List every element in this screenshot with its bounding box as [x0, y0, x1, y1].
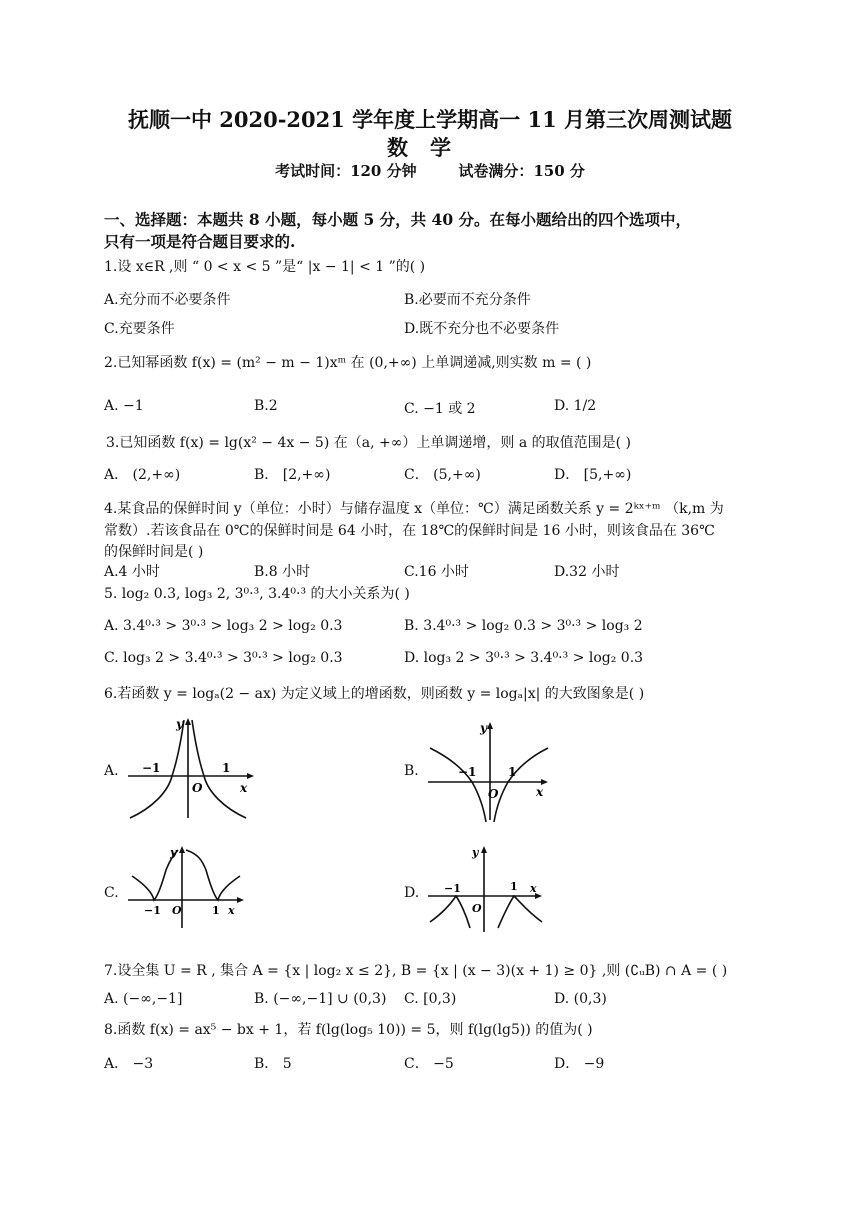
- q7-option-b: B. (−∞,−1] ∪ (0,3): [254, 991, 387, 1007]
- q4-option-b: B.8 小时: [254, 564, 311, 580]
- q7-option-a: A. (−∞,−1]: [104, 991, 183, 1007]
- graph-d-x-label: x: [530, 882, 537, 895]
- graph-a-origin-label: O: [192, 781, 203, 795]
- q5-option-a: A. 3.4⁰·³ > 3⁰·³ > log₃ 2 > log₂ 0.3: [104, 618, 343, 634]
- q2-option-b: B.2: [254, 398, 278, 414]
- q3-option-d: D． [5,+∞): [554, 467, 632, 483]
- q5-option-d: D. log₃ 2 > 3⁰·³ > 3.4⁰·³ > log₂ 0.3: [404, 650, 644, 666]
- graph-c-x-label: x: [228, 904, 235, 917]
- q6-stem: 6.若函数 y = logₐ(2 − ax) 为定义域上的增函数，则函数 y = logₐ|x| 的大致图象是( ): [104, 686, 645, 702]
- q2-option-c: C. −1 或 2: [404, 401, 476, 417]
- q6-option-b-label: B.: [404, 763, 419, 779]
- q5-option-c: C. log₃ 2 > 3.4⁰·³ > 3⁰·³ > log₂ 0.3: [104, 650, 343, 666]
- graph-a-y-label: y: [176, 717, 183, 731]
- q2-option-a: A. −1: [104, 398, 144, 414]
- q1-option-d: D.既不充分也不必要条件: [404, 321, 560, 337]
- graph-b-y-label: y: [480, 721, 487, 735]
- q5-stem: 5. log₂ 0.3, log₃ 2, 3⁰·³, 3.4⁰·³ 的大小关系为( ): [104, 586, 410, 602]
- q7-option-c: C. [0,3): [404, 991, 457, 1007]
- q1-stem: 1.设 x∈R ,则 “ 0 < x < 5 ”是“ |x − 1| < 1 ”的( ): [104, 259, 426, 275]
- graph-c-neg1-label: −1: [144, 904, 161, 917]
- subject-title: 数学: [387, 135, 473, 160]
- q8-option-a: A． −3: [104, 1056, 154, 1072]
- q3-stem: 3.已知函数 f(x) = lg(x² − 4x − 5) 在（a, +∞）上单调递增，则 a 的取值范围是( ): [106, 435, 631, 451]
- q3-option-c: C． (5,+∞): [404, 467, 481, 483]
- graph-d-neg1-label: −1: [444, 882, 461, 895]
- q8-option-d: D． −9: [554, 1056, 605, 1072]
- q6-option-d-label: D.: [404, 885, 420, 901]
- q8-stem: 8.函数 f(x) = ax⁵ − bx + 1，若 f(lg(log₅ 10)) = 5，则 f(lg(lg5)) 的值为( ): [104, 1022, 593, 1038]
- graph-d-pos1-label: 1: [510, 880, 518, 893]
- graph-b-pos1-label: 1: [508, 765, 517, 779]
- section-heading-line1: 一、选择题：本题共 8 小题，每小题 5 分，共 40 分。在每小题给出的四个选项中，: [104, 210, 692, 229]
- q6-option-a-label: A.: [104, 763, 119, 779]
- graph-b-neg1-label: −1: [458, 765, 477, 779]
- q2-stem: 2.已知幂函数 f(x) = (m² − m − 1)xᵐ 在 (0,+∞) 上单调递减,则实数 m = ( ): [104, 355, 592, 371]
- q7-stem: 7.设全集 U = R , 集合 A = {x | log₂ x ≤ 2}, B = {x | (x − 3)(x + 1) ≥ 0} ,则 (∁ᵤB) ∩ A = ( ): [104, 963, 728, 979]
- graph-a-x-label: x: [240, 781, 248, 795]
- graph-d-origin-label: O: [472, 902, 482, 915]
- graph-b-origin-label: O: [488, 787, 499, 801]
- q4-stem-line2: 常数）.若该食品在 0℃的保鲜时间是 64 小时，在 18℃的保鲜时间是 16 小时，则该食品在 36℃: [104, 523, 715, 539]
- q6-graph-d: [424, 840, 554, 936]
- section-heading-line2: 只有一项是符合题目要求的.: [104, 232, 296, 251]
- exam-title: 抚顺一中 2020-2021 学年度上学期高一 11 月第三次周测试题: [127, 107, 733, 132]
- q4-stem-line1: 4.某食品的保鲜时间 y（单位：小时）与储存温度 x（单位：℃）满足函数关系 y = 2ᵏˣ⁺ᵐ （k,m 为: [104, 501, 724, 517]
- q6-graph-a: [124, 714, 260, 824]
- q4-option-a: A.4 小时: [104, 564, 160, 580]
- q3-option-a: A． (2,+∞): [104, 467, 181, 483]
- q2-option-d: D. 1/2: [554, 398, 597, 414]
- q6-graph-b: [424, 716, 560, 828]
- q4-option-c: C.16 小时: [404, 564, 469, 580]
- exam-info: 考试时间：120 分钟 试卷满分：150 分: [275, 162, 585, 180]
- q4-option-d: D.32 小时: [554, 564, 620, 580]
- graph-c-origin-label: O: [172, 904, 182, 917]
- q1-option-a: A.充分而不必要条件: [104, 292, 231, 308]
- q5-option-b: B. 3.4⁰·³ > log₂ 0.3 > 3⁰·³ > log₃ 2: [404, 618, 643, 634]
- q8-option-b: B． 5: [254, 1056, 292, 1072]
- q3-option-b: B． [2,+∞): [254, 467, 331, 483]
- graph-d-y-label: y: [472, 846, 479, 859]
- q4-stem-line3: 的保鲜时间是( ): [104, 544, 204, 560]
- graph-c-pos1-label: 1: [212, 904, 220, 917]
- graph-a-neg1-label: −1: [142, 761, 161, 775]
- q1-option-c: C.充要条件: [104, 321, 175, 337]
- q6-option-c-label: C.: [104, 885, 119, 901]
- graph-a-pos1-label: 1: [222, 761, 231, 775]
- q6-graph-c: [124, 840, 254, 932]
- q1-option-b: B.必要而不充分条件: [404, 292, 531, 308]
- graph-b-x-label: x: [536, 785, 544, 799]
- q8-option-c: C． −5: [404, 1056, 454, 1072]
- graph-c-y-label: y: [170, 846, 177, 859]
- q7-option-d: D. (0,3): [554, 991, 607, 1007]
